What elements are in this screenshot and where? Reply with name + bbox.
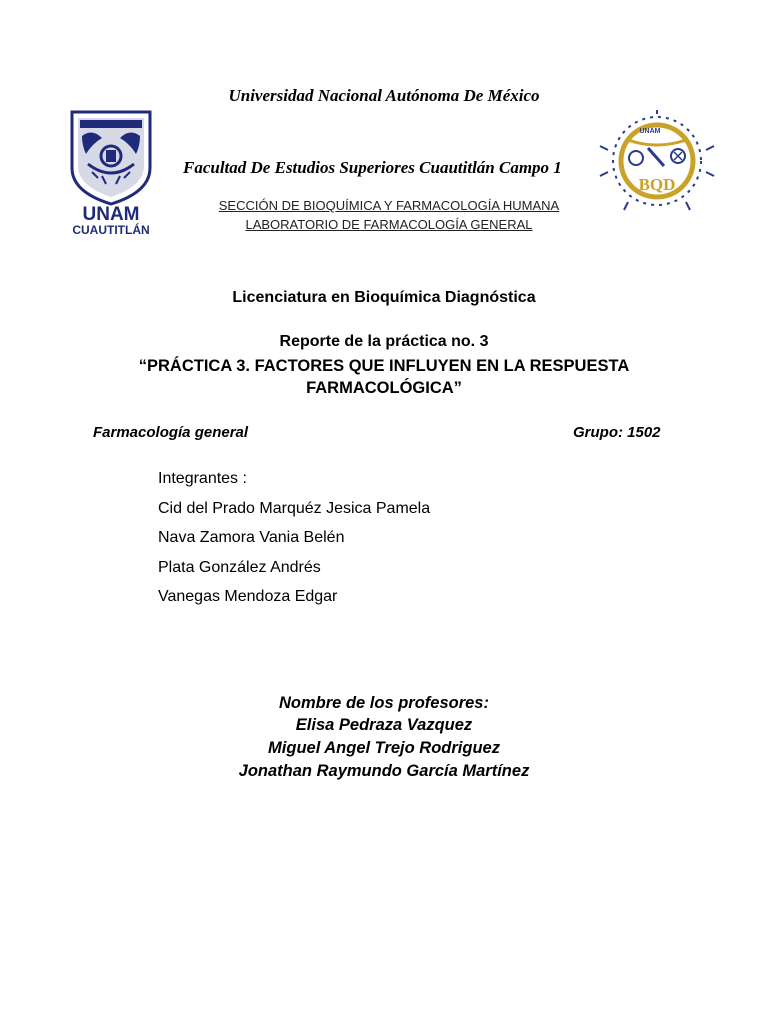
member-name: Nava Zamora Vania Belén [158, 529, 345, 546]
subject-label: Farmacología general [93, 424, 249, 441]
report-title: Reporte de la práctica no. 3 [279, 333, 489, 350]
professors-heading: Nombre de los profesores: [279, 694, 489, 712]
faculty-title: Facultad De Estudios Superiores Cuautitlán Campo 1 [183, 158, 562, 177]
bqd-letters-text: BQD [638, 175, 676, 194]
bqd-top-text: UNAM [639, 128, 661, 135]
cuautitlan-logo-text: CUAUTITLÁN [72, 223, 150, 236]
career-title: Licenciatura en Bioquímica Diagnóstica [232, 289, 536, 306]
section-title: SECCIÓN DE BIOQUÍMICA Y FARMACOLOGÍA HUMANA [218, 198, 560, 213]
professor-name: Miguel Angel Trejo Rodriguez [268, 739, 500, 757]
bqd-logo [598, 110, 716, 212]
university-title: Universidad Nacional Autónoma De México [228, 86, 540, 105]
laboratory-title: LABORATORIO DE FARMACOLOGÍA GENERAL [245, 217, 533, 232]
member-name: Cid del Prado Marquéz Jesica Pamela [158, 500, 431, 517]
bqd-emblem-icon [598, 110, 716, 212]
member-name: Vanegas Mendoza Edgar [158, 588, 338, 605]
practice-title-line2: FARMACOLÓGICA” [306, 379, 462, 397]
professor-name: Elisa Pedraza Vazquez [295, 716, 473, 734]
member-name: Plata González Andrés [158, 559, 321, 576]
unam-crest-icon [62, 106, 160, 236]
professor-name: Jonathan Raymundo García Martínez [238, 762, 530, 780]
group-label: Grupo: 1502 [573, 424, 661, 441]
unam-logo-text: UNAM [82, 204, 140, 225]
members-heading: Integrantes : [158, 470, 247, 487]
practice-title-line1: “PRÁCTICA 3. FACTORES QUE INFLUYEN EN LA RESPUESTA [138, 357, 630, 375]
unam-cuautitlan-logo [62, 106, 160, 236]
